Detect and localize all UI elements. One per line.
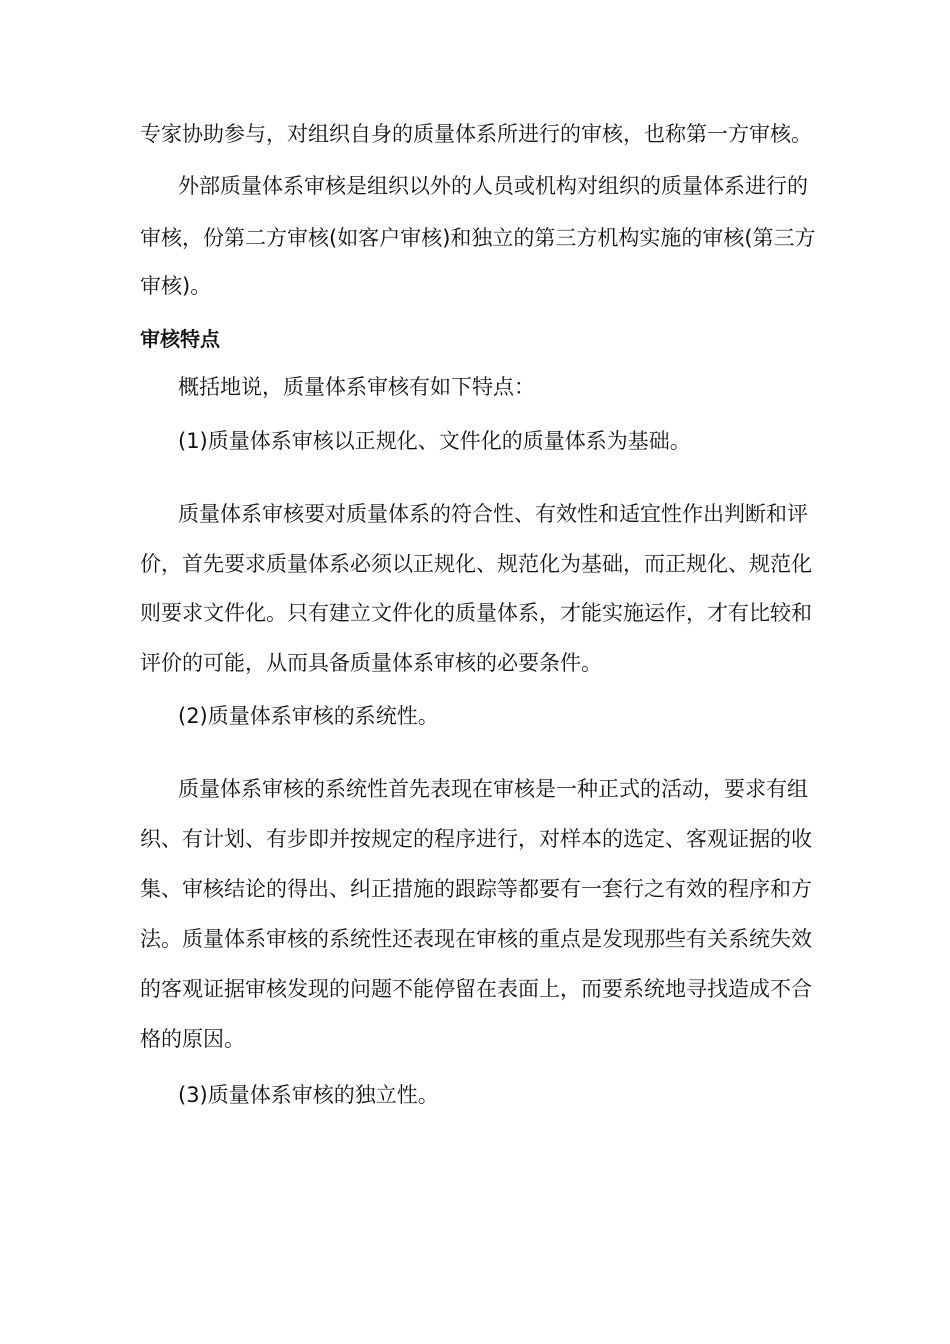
list-item: (3)质量体系审核的独立性。 bbox=[178, 1083, 439, 1107]
paragraph-line: 质量体系审核的系统性首先表现在审核是一种正式的活动，要求有组 bbox=[178, 777, 808, 801]
paragraph-line: 则要求文件化。只有建立文件化的质量体系，才能实施运作，才有比较和 bbox=[140, 601, 812, 625]
section-heading: 审核特点 bbox=[140, 327, 220, 351]
paragraph-line: 专家协助参与，对组织自身的质量体系所进行的审核，也称第一方审核。 bbox=[140, 122, 812, 146]
paragraph-line: 织、有计划、有步即并按规定的程序进行，对样本的选定、客观证据的收 bbox=[140, 827, 812, 851]
paragraph-line: 集、审核结论的得出、纠正措施的跟踪等都要有一套行之有效的程序和方 bbox=[140, 877, 812, 901]
paragraph-line: 审核，份第二方审核(如客户审核)和独立的第三方机构实施的审核(第三方 bbox=[140, 226, 816, 250]
paragraph-line: 概括地说，质量体系审核有如下特点： bbox=[178, 375, 535, 399]
paragraph-line: 评价的可能，从而具备质量体系审核的必要条件。 bbox=[140, 651, 602, 675]
list-item: (1)质量体系审核以正规化、文件化的质量体系为基础。 bbox=[178, 429, 691, 453]
paragraph-line: 的客观证据审核发现的问题不能停留在表面上，而要系统地寻找造成不合 bbox=[140, 977, 812, 1001]
paragraph-line: 价，首先要求质量体系必须以正规化、规范化为基础，而正规化、规范化 bbox=[140, 552, 812, 576]
paragraph-line: 外部质量体系审核是组织以外的人员或机构对组织的质量体系进行的 bbox=[178, 174, 808, 198]
paragraph-line: 质量体系审核要对质量体系的符合性、有效性和适宜性作出判断和评 bbox=[178, 502, 808, 526]
paragraph-line: 格的原因。 bbox=[140, 1027, 245, 1051]
paragraph-line: 审核)。 bbox=[140, 274, 212, 298]
list-item: (2)质量体系审核的系统性。 bbox=[178, 704, 439, 728]
paragraph-line: 法。质量体系审核的系统性还表现在审核的重点是发现那些有关系统失效 bbox=[140, 927, 812, 951]
